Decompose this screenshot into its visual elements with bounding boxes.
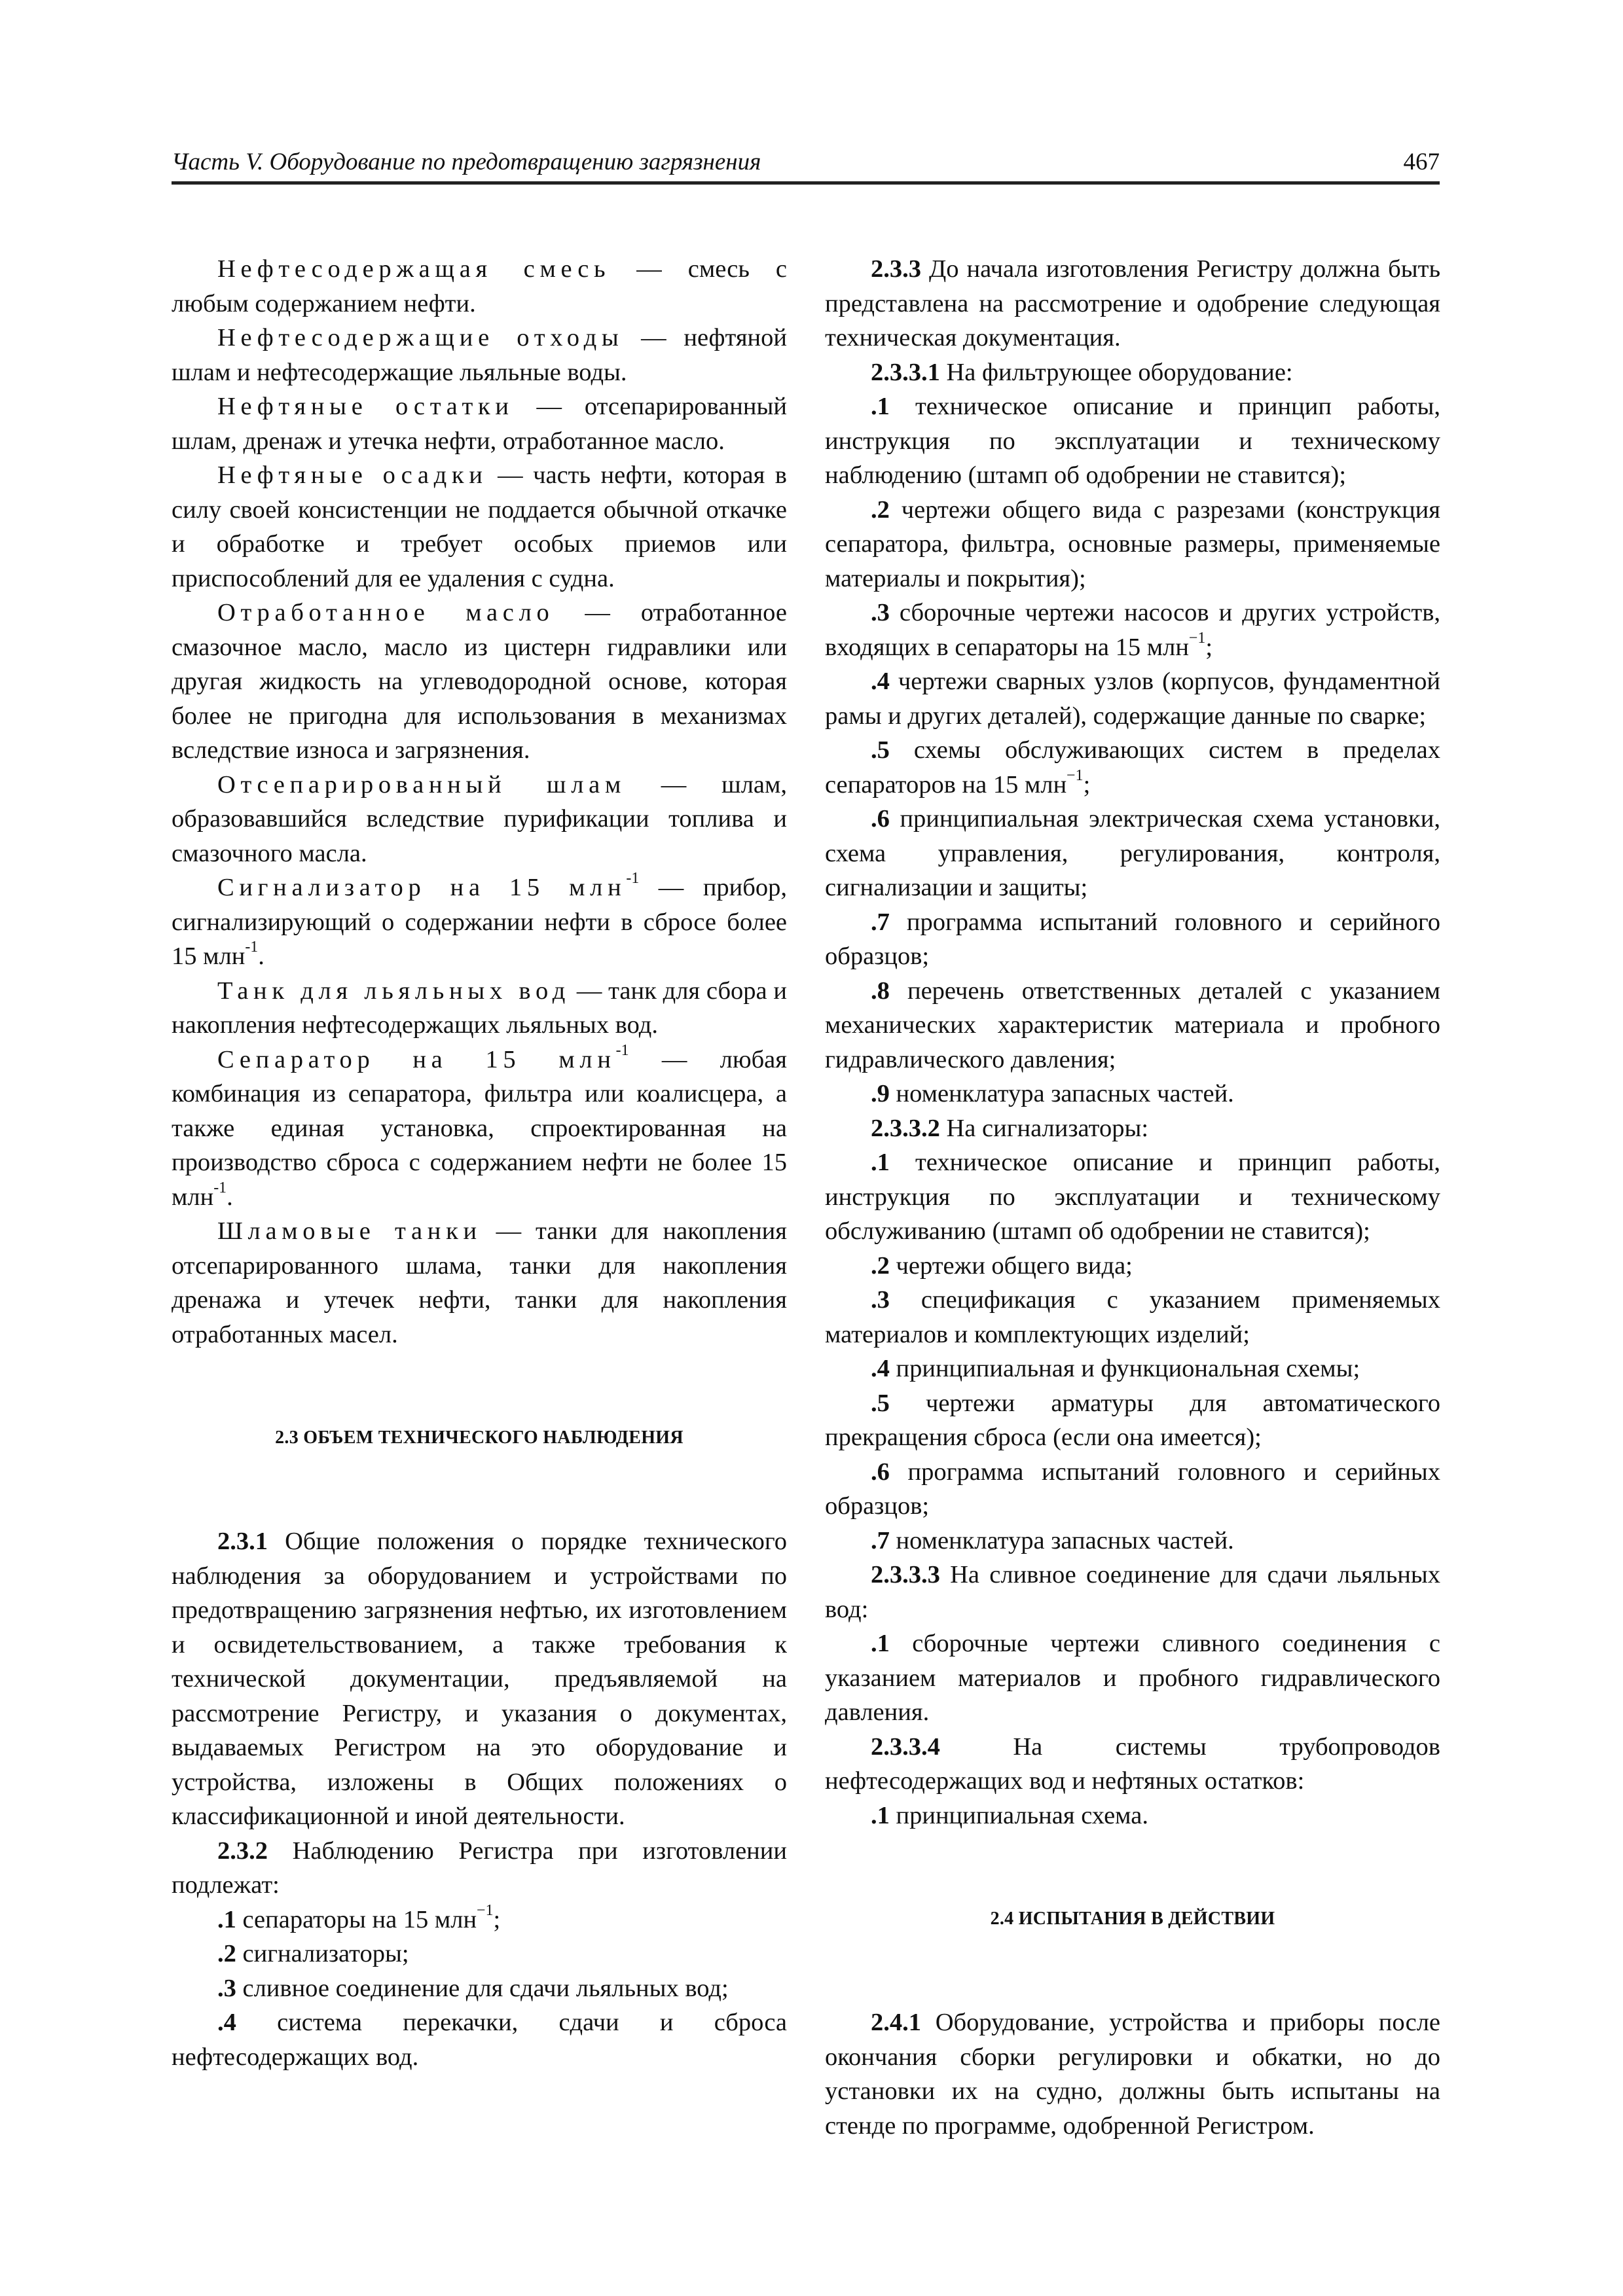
paragraph <box>825 2005 1440 2143</box>
list-item <box>825 1145 1440 1249</box>
definition-term: Нефтяные осадки <box>217 461 488 489</box>
item-text: чертежи общего вида с разрезами (конструкция сепаратора, фильтра, основные размеры, применяемые материалы и покрытия); <box>825 495 1440 592</box>
definition <box>172 1043 787 1215</box>
list-item <box>825 1283 1440 1352</box>
paragraph-number: 2.3.3.1 <box>871 358 940 386</box>
superscript: −1 <box>1188 629 1206 647</box>
section-heading: 2.3 ОБЪЕМ ТЕХНИЧЕСКОГО НАБЛЮДЕНИЯ <box>275 1427 684 1448</box>
item-number: .1 <box>871 393 890 420</box>
item-number: .5 <box>871 736 890 764</box>
item-number: .3 <box>217 1974 236 2002</box>
definition-text: — танк для сбора и накопления нефтесодержащих льяльных вод. <box>172 977 787 1039</box>
paragraph-number: 2.3.2 <box>217 1837 268 1865</box>
superscript: −1 <box>477 1901 494 1919</box>
definition-text: — шлам, образовавшийся вследствие пурификации топлива и смазочного масла. <box>172 770 787 867</box>
definition-text: — танки для накопления отсепарированного шлама, танки для накопления дренажа и утечек нефти, танки для накопления отработанных масел. <box>172 1217 787 1348</box>
item-text: сборочные чертежи насосов и других устройств, входящих в сепараторы на 15 млн <box>825 599 1440 661</box>
paragraph-number: 2.3.3.3 <box>871 1561 940 1588</box>
definition-term: Сигнализатор на 15 млн <box>217 874 627 901</box>
list-item <box>825 1455 1440 1524</box>
definition <box>172 252 787 321</box>
definition-term: Танк для льяльных вод <box>217 977 571 1005</box>
item-text: сигнализаторы; <box>236 1940 409 1967</box>
paragraph <box>825 1730 1440 1799</box>
superscript: -1 <box>245 939 259 956</box>
superscript: −1 <box>1067 766 1084 784</box>
item-number: .7 <box>871 1526 890 1554</box>
list-item <box>825 1524 1440 1558</box>
item-number: .3 <box>871 599 890 626</box>
item-tail: ; <box>1205 633 1213 661</box>
definition-term: Нефтесодержащие отходы <box>217 324 624 351</box>
paragraph <box>825 252 1440 355</box>
list-item <box>825 664 1440 733</box>
list-item <box>172 1937 787 1971</box>
item-number: .5 <box>871 1389 890 1417</box>
item-text: принципиальная схема. <box>889 1801 1148 1829</box>
list-item <box>825 733 1440 802</box>
item-text: принципиальная электрическая схема установки, схема управления, регулирования, контроля, сигнализации и защиты; <box>825 805 1440 901</box>
item-text: сливное соединение для сдачи льяльных вод; <box>236 1974 729 2002</box>
paragraph-text: На системы трубопроводов нефтесодержащих вод и нефтяных остатков: <box>825 1732 1440 1795</box>
item-text: принципиальная и функциональная схемы; <box>889 1355 1360 1382</box>
definition-text: — отсепарированный шлам, дренаж и утечка нефти, отработанное масло. <box>172 393 787 455</box>
definition-term: Отсепарированный шлам <box>217 770 627 798</box>
item-text: сепараторы на 15 млн <box>236 1905 477 1933</box>
definition-text: — часть нефти, которая в силу своей консистенции не поддается обычной откачке и обработке и требует особых приемов или приспособлений для ее удаления с судна. <box>172 461 787 592</box>
item-number: .4 <box>871 1355 890 1382</box>
definition-text: — нефтяной шлам и нефтесодержащие льяльные воды. <box>172 324 787 386</box>
definition <box>172 389 787 458</box>
definition-term: Сепаратор на 15 млн <box>217 1045 616 1073</box>
paragraph-text: На фильтрующее оборудование: <box>939 358 1293 386</box>
definition-text: — любая комбинация из сепаратора, фильтра или коалисцера, а также единая установка, спроектированная на производство сброса с содержанием нефти не более 15 млн <box>172 1045 787 1211</box>
list-item <box>825 905 1440 974</box>
list-item <box>172 1903 787 1937</box>
item-number: .6 <box>871 1458 890 1486</box>
item-text: спецификация с указанием применяемых материалов и комплектующих изделий; <box>825 1286 1440 1348</box>
item-number: .1 <box>871 1801 890 1829</box>
section-heading: 2.4 ИСПЫТАНИЯ В ДЕЙСТВИИ <box>990 1909 1275 1929</box>
superscript: -1 <box>626 870 640 888</box>
paragraph <box>825 355 1440 390</box>
item-number: .8 <box>871 977 890 1005</box>
list-item <box>825 1626 1440 1730</box>
item-number: .6 <box>871 805 890 833</box>
list-item <box>172 1971 787 2006</box>
running-header <box>172 141 1440 185</box>
superscript: -1 <box>615 1041 629 1059</box>
paragraph <box>825 1558 1440 1626</box>
paragraph <box>172 1524 787 1834</box>
right-column <box>825 252 1440 2143</box>
definition-text: — смесь с любым содержанием нефти. <box>172 255 788 317</box>
item-number: .1 <box>871 1630 890 1657</box>
item-number: .2 <box>871 495 890 524</box>
definition-text: — прибор, сигнализирующий о содержании нефти в сбросе более 15 млн <box>172 874 788 970</box>
definition-term: Нефтесодержащая смесь <box>217 255 611 283</box>
paragraph <box>172 1834 787 1903</box>
paragraph-text: На сигнализаторы: <box>939 1114 1149 1142</box>
paragraph-text: На сливное соединение для сдачи льяльных вод: <box>825 1561 1440 1623</box>
item-text: чертежи сварных узлов (корпусов, фундаментной рамы и других деталей), содержащие данные по сварке; <box>825 668 1440 730</box>
item-text: система перекачки, сдачи и сброса нефтесодержащих вод. <box>172 2009 787 2071</box>
item-text: перечень ответственных деталей с указанием механических характеристик материала и пробного гидравлического давления; <box>825 977 1440 1073</box>
item-text: техническое описание и принцип работы, инструкция по эксплуатации и техническому обслуживанию (штамп об одобрении не ставится); <box>825 1149 1440 1245</box>
definition-text: — отработанное смазочное масло, масло из цистерн гидравлики или другая жидкость на углеводородной основе, которая более не пригодна для использования в механизмах вследствие износа и загрязнения. <box>172 599 787 764</box>
list-item <box>825 389 1440 493</box>
definition <box>172 974 787 1043</box>
item-text: программа испытаний головного и серийных образцов; <box>825 1458 1440 1520</box>
definition-term: Нефтяные остатки <box>217 393 514 420</box>
paragraph-number: 2.3.3.2 <box>871 1114 940 1142</box>
list-item <box>825 596 1440 664</box>
paragraph-text: До начала изготовления Регистру должна быть представлена на рассмотрение и одобрение следующая техническая документация. <box>825 255 1440 351</box>
item-number: .4 <box>217 2009 236 2036</box>
definition <box>172 321 787 389</box>
definition <box>172 870 787 974</box>
item-number: .9 <box>871 1080 890 1107</box>
definition-term: Отработанное масло <box>217 599 555 626</box>
list-item <box>825 1077 1440 1111</box>
paragraph-number: 2.3.1 <box>217 1528 268 1555</box>
item-tail: ; <box>1083 770 1091 798</box>
item-number: .3 <box>871 1286 890 1314</box>
header-title: Часть V. Оборудование по предотвращению загрязнения <box>172 149 761 175</box>
item-number: .2 <box>871 1251 890 1280</box>
definition <box>172 596 787 768</box>
item-number: .7 <box>871 908 890 936</box>
list-item <box>825 1799 1440 1833</box>
item-text: сборочные чертежи сливного соединения с указанием материалов и пробного гидравлического давления. <box>825 1630 1440 1726</box>
paragraph-number: 2.4.1 <box>871 2009 921 2036</box>
definition <box>172 1214 787 1352</box>
page-number: 467 <box>1403 149 1440 175</box>
item-text: схемы обслуживающих систем в пределах сепараторов на 15 млн <box>825 736 1440 798</box>
item-text: номенклатура запасных частей. <box>889 1526 1234 1554</box>
definition-tail: . <box>227 1183 233 1211</box>
item-number: .1 <box>871 1149 890 1176</box>
list-item <box>825 1352 1440 1386</box>
list-item <box>825 1386 1440 1455</box>
item-tail: ; <box>493 1905 501 1933</box>
paragraph-number: 2.3.3 <box>871 255 921 283</box>
item-text: чертежи арматуры для автоматического прекращения сброса (если она имеется); <box>825 1389 1440 1451</box>
paragraph <box>825 1111 1440 1146</box>
paragraph-text: Наблюдению Регистра при изготовлении подлежат: <box>172 1837 787 1899</box>
definition-tail: . <box>258 942 264 970</box>
list-item <box>825 493 1440 596</box>
item-text: программа испытаний головного и серийного образцов; <box>825 908 1440 970</box>
definition <box>172 768 787 871</box>
paragraph-text: Общие положения о порядке технического наблюдения за оборудованием и устройствами по предотвращению загрязнения нефтью, их изготовлением и освидетельствованием, а также требования к технической документации, предъявляемой на рассмотрение Регистру, и указания о документах, выдаваемых Регистром на это оборудование и устройства, изложены в Общих положениях о классификационной и иной деятельности. <box>172 1528 787 1830</box>
list-item <box>825 1249 1440 1283</box>
item-number: .2 <box>217 1940 236 1967</box>
paragraph-number: 2.3.3.4 <box>871 1732 940 1761</box>
left-column <box>172 252 787 2074</box>
superscript: -1 <box>213 1179 227 1196</box>
list-item <box>172 2005 787 2074</box>
definition <box>172 458 787 596</box>
item-number: .1 <box>217 1905 236 1933</box>
item-text: чертежи общего вида; <box>889 1251 1133 1280</box>
list-item <box>825 974 1440 1077</box>
paragraph-text: Оборудование, устройства и приборы после окончания сборки регулировки и обкатки, но до установки их на судно, должны быть испытаны на стенде по программе, одобренной Регистром. <box>825 2009 1440 2140</box>
item-number: .4 <box>871 668 890 695</box>
item-text: номенклатура запасных частей. <box>889 1080 1234 1107</box>
definition-term: Шламовые танки <box>217 1217 482 1245</box>
item-text: техническое описание и принцип работы, инструкция по эксплуатации и техническому наблюдению (штамп об одобрении не ставится); <box>825 393 1440 489</box>
list-item <box>825 802 1440 905</box>
